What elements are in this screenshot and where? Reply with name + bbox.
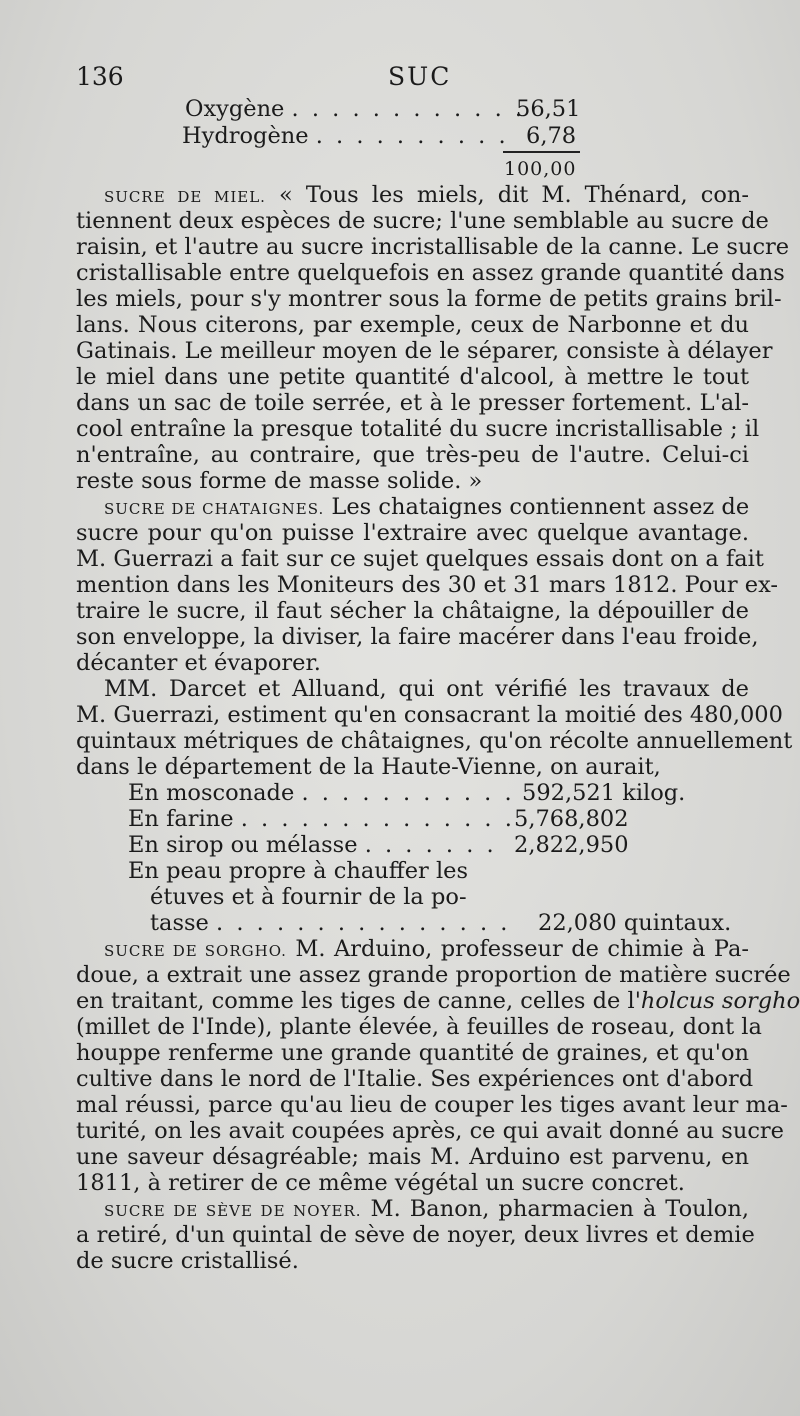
sorgho-line-3 bbox=[76, 988, 800, 1014]
text-line: (millet de l'Inde), plante élevée, à feuilles de roseau, dont la bbox=[76, 1014, 762, 1040]
section-heading-noyer: SUCRE DE SÈVE DE NOYER. bbox=[104, 1202, 362, 1220]
text-line: Gatinais. Le meilleur moyen de le séparer, consiste à délayer bbox=[76, 338, 773, 364]
row-label: Oxygène bbox=[185, 96, 285, 122]
text-line: 1811, à retirer de ce même végétal un sucre concret. bbox=[76, 1170, 685, 1196]
section-heading-miel: SUCRE DE MIEL. bbox=[104, 188, 266, 206]
text-line: reste sous forme de masse solide. » bbox=[76, 468, 483, 494]
yield-value: 2,822,950 bbox=[514, 832, 629, 858]
text-line: M. Guerrazi a fait sur ce sujet quelques essais dont on a fait bbox=[76, 546, 764, 572]
text-line: lans. Nous citerons, par exemple, ceux de Narbonne et du bbox=[76, 312, 749, 338]
text-line: MM. Darcet et Alluand, qui ont vérifié les travaux de bbox=[104, 676, 749, 702]
text-line: les miels, pour s'y montrer sous la forme de petits grains bril- bbox=[76, 286, 782, 312]
sorgho-first-line bbox=[104, 936, 749, 964]
text-line: « Tous les miels, dit M. Thénard, con- bbox=[279, 182, 750, 208]
text-line: décanter et évaporer. bbox=[76, 650, 321, 676]
text-line: En peau propre à chauffer les bbox=[128, 858, 469, 884]
page-number: 136 bbox=[76, 62, 124, 91]
yield-peau-line3 bbox=[150, 910, 510, 936]
yield-peau-value: 22,080 quintaux. bbox=[538, 910, 732, 936]
table-row-hydrogene bbox=[182, 123, 509, 149]
text-line: quintaux métriques de châtaignes, qu'on récolte annuellement bbox=[76, 728, 793, 754]
running-head: SUC bbox=[388, 62, 452, 91]
section-heading-sorgho: SUCRE DE SORGHO. bbox=[104, 942, 287, 960]
text-line: raisin, et l'autre au sucre incristallisable de la canne. Le sucre bbox=[76, 234, 790, 260]
leader-dots: . . . . . . . . . . bbox=[315, 123, 509, 149]
row-label: En mosconade bbox=[128, 780, 295, 806]
text-line: de sucre cristallisé. bbox=[76, 1248, 299, 1274]
row-label: En farine bbox=[128, 806, 234, 832]
text-line: turité, on les avait coupées après, ce qui avait donné au sucre bbox=[76, 1118, 784, 1144]
species-name: holcus sorgho bbox=[640, 988, 800, 1014]
leader-dots: . . . . . . . . . . . . . . . bbox=[216, 910, 511, 936]
text-line: son enveloppe, la diviser, la faire macérer dans l'eau froide, bbox=[76, 624, 759, 650]
table-row-oxygene bbox=[185, 96, 525, 122]
value-oxygene: 56,51 bbox=[516, 96, 581, 122]
text-line: mention dans les Moniteurs des 30 et 31 mars 1812. Pour ex- bbox=[76, 572, 779, 598]
sorgho-line-2: doue, a extrait une assez grande proportion de matière sucrée bbox=[76, 962, 791, 988]
text-line: cristallisable entre quelquefois en assez grande quantité dans bbox=[76, 260, 785, 286]
page-header bbox=[76, 62, 756, 92]
text-line: mal réussi, parce qu'au lieu de couper les tiges avant leur ma- bbox=[76, 1092, 788, 1118]
text-line: dans un sac de toile serrée, et à le presser fortement. L'al- bbox=[76, 390, 749, 416]
yield-value: 5,768,802 bbox=[514, 806, 629, 832]
text-line: a retiré, d'un quintal de sève de noyer, deux livres et demie bbox=[76, 1222, 755, 1248]
text-line: M. Banon, pharmacien à Toulon, bbox=[370, 1196, 749, 1222]
section-heading-chataignes: SUCRE DE CHATAIGNES. bbox=[104, 500, 325, 518]
text-line: Les chataignes contiennent assez de bbox=[331, 494, 750, 520]
yield-peau-line2: étuves et à fournir de la po- bbox=[150, 884, 467, 910]
yield-peau-line1 bbox=[128, 858, 498, 884]
yield-row bbox=[128, 780, 515, 806]
text-line: une saveur désagréable; mais M. Arduino est parvenu, en bbox=[76, 1144, 749, 1170]
text-line: tiennent deux espèces de sucre; l'une semblable au sucre de bbox=[76, 208, 769, 234]
text-line: sucre pour qu'on puisse l'extraire avec quelque avantage. bbox=[76, 520, 749, 546]
text-line: M. Arduino, professeur de chimie à Pa- bbox=[295, 936, 749, 962]
value-hydrogene: 6,78 bbox=[526, 123, 577, 149]
yield-value: 592,521 kilog. bbox=[522, 780, 686, 806]
text-line: traire le sucre, il faut sécher la châtaigne, la dépouiller de bbox=[76, 598, 749, 624]
text-line: le miel dans une petite quantité d'alcool, à mettre le tout bbox=[76, 364, 749, 390]
leader-dots: . . . . . . . . . . . bbox=[301, 780, 515, 806]
noyer-first-line bbox=[104, 1196, 749, 1224]
miel-first-line bbox=[104, 182, 749, 210]
text-line: n'entraîne, au contraire, que très-peu de l'autre. Celui-ci bbox=[76, 442, 749, 468]
yield-row bbox=[128, 806, 515, 832]
text-line: houppe renferme une grande quantité de graines, et qu'on bbox=[76, 1040, 749, 1066]
leader-dots: . . . . . . . bbox=[364, 832, 497, 858]
leader-dots: . . . . . . . . . . . . bbox=[291, 96, 526, 122]
text-line: cultive dans le nord de l'Italie. Ses expériences ont d'abord bbox=[76, 1066, 754, 1092]
text-line: M. Guerrazi, estiment qu'en consacrant la moitié des 480,000 bbox=[76, 702, 783, 728]
sum-rule bbox=[503, 151, 580, 153]
row-label: Hydrogène bbox=[182, 123, 309, 149]
leader-dots: . . . . . . . . . . . . . . bbox=[240, 806, 515, 832]
table-total: 100,00 bbox=[504, 158, 577, 180]
chataignes-first-line bbox=[104, 494, 749, 522]
text-line: dans le département de la Haute-Vienne, on aurait, bbox=[76, 754, 661, 780]
row-label: En sirop ou mélasse bbox=[128, 832, 358, 858]
text-line: cool entraîne la presque totalité du sucre incristallisable ; il bbox=[76, 416, 760, 442]
text-line: en traitant, comme les tiges de canne, celles de l' bbox=[76, 988, 641, 1014]
yield-row bbox=[128, 832, 497, 858]
row-label: tasse bbox=[150, 910, 209, 936]
